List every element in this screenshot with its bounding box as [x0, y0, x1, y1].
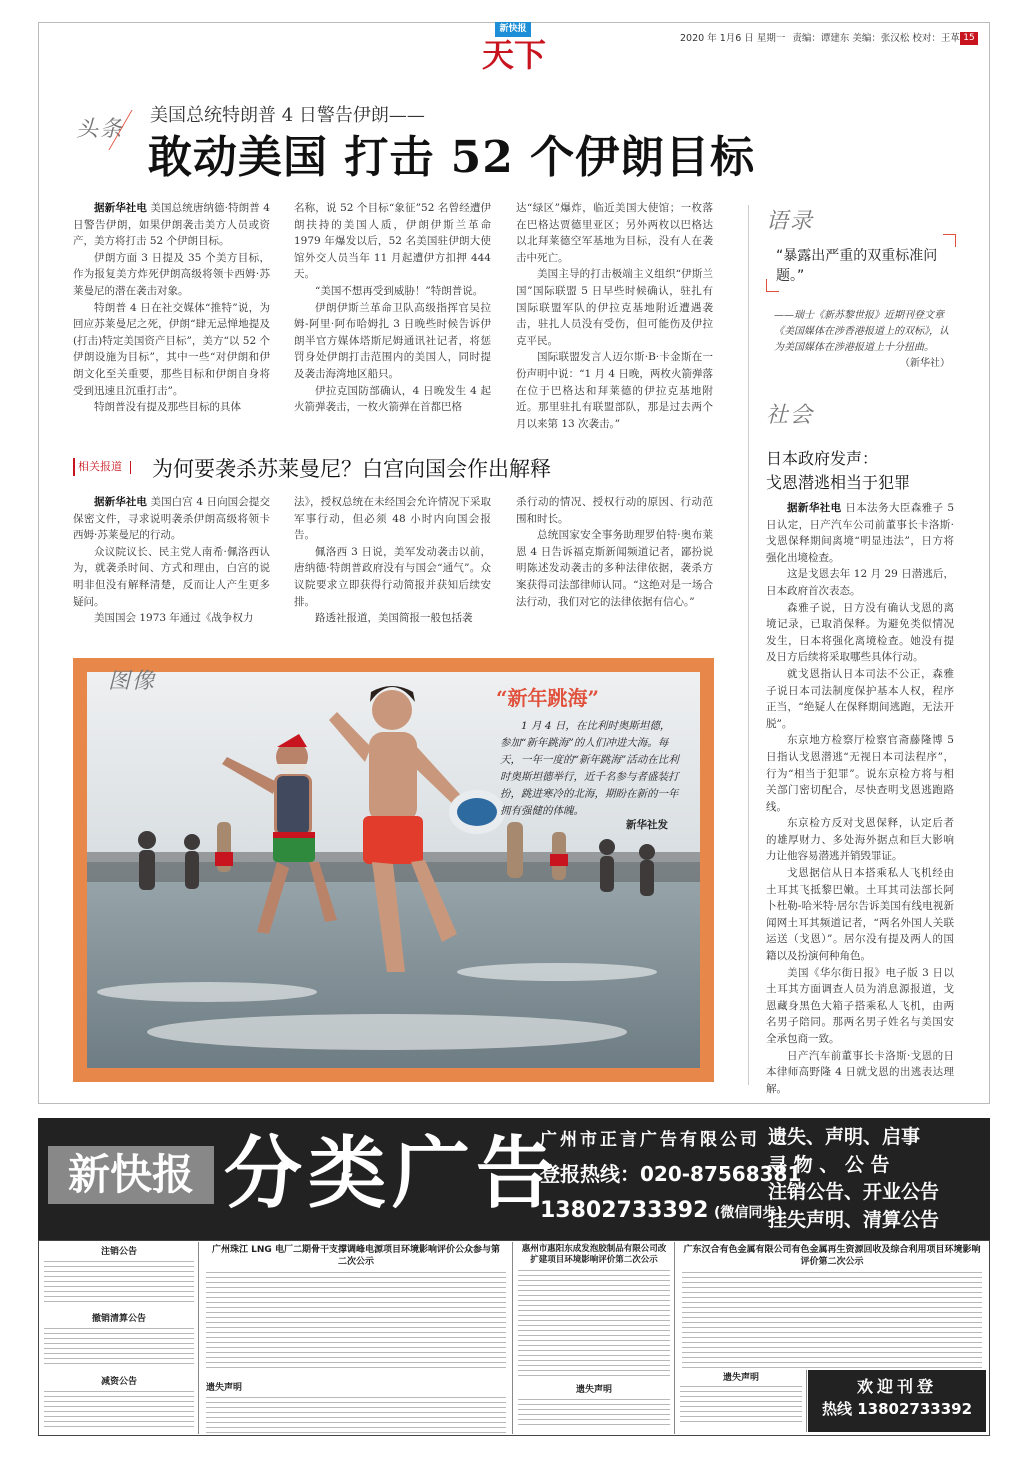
service-line: 寻 物 、 公 告	[768, 1153, 890, 1176]
classified-brand: 新快报	[48, 1146, 214, 1204]
ad-title: 惠州市惠阳东成发泡胶制品有限公司改扩建项目环境影响评价第二次公示	[521, 1244, 667, 1265]
ad-box-1	[40, 1242, 199, 1434]
related-col1: 据新华社电 美国白宫 4 日向国会提交保密文件，寻求说明袭杀伊朗高级将领卡西姆·苏莱曼尼的行动。 众议院议长、民主党人南希·佩洛西认为，就袭杀时间、方式和理由，白宫的说明非但没有解释清楚，反而让人产生更多疑问。 美国国会 1973 年通过《战争权力	[73, 496, 270, 625]
photo-label: 图像	[108, 669, 157, 694]
ad-subtitle: 减资公告	[100, 1377, 137, 1387]
bottom-hotline: 热线 13802733392	[821, 1400, 973, 1418]
masthead-badge: 新快报	[495, 22, 531, 37]
society-byline: 据新华社电	[787, 502, 842, 514]
classified-company: 广州市正言广告有限公司	[540, 1130, 760, 1150]
quote-label: 语录	[766, 209, 815, 234]
related-tag-bar	[130, 461, 131, 474]
service-line: 注销公告、开业公告	[768, 1181, 940, 1203]
ad-title: 广东汉合有色金属有限公司有色金属再生资源回收及综合利用项目环境影响评价第二次公示	[683, 1245, 981, 1267]
ad-box-4	[676, 1242, 988, 1434]
ad-box-3	[514, 1242, 675, 1434]
service-line: 遗失、声明、启事	[768, 1126, 921, 1148]
ad-text-lines	[44, 1328, 194, 1368]
page-number: 15	[960, 32, 978, 45]
ad-subtitle: 遗失声明	[575, 1385, 612, 1395]
classified-mobile: 13802733392 (微信同步)	[540, 1198, 783, 1223]
photo-credit: 新华社发	[626, 819, 668, 831]
ad-title: 广州珠江 LNG 电厂二期骨干支撑调峰电源项目环境影响评价公众参与第二次公示	[212, 1245, 500, 1267]
quote-source: （新华社）	[900, 358, 950, 369]
ad-box-2	[200, 1242, 513, 1434]
related-byline: 据新华社电	[94, 496, 148, 508]
photo-title: “新年跳海”	[496, 686, 600, 710]
date-text: 2020 年 1月6 日 星期一	[680, 33, 786, 44]
sidebar-divider	[748, 205, 749, 1085]
society-article: 据新华社电 日本法务大臣森雅子 5 日认定，日产汽车公司前董事长卡洛斯·戈恩保释期间离境“明显违法”，日方将强化出境检查。 这是戈恩去年 12 月 29 日潜逃后，日本政府首次表态。 森雅子说，日方没有确认戈恩的离境记录，已取消保释。为避免类似情况发生，日本将强化离境检查。她没有提及日方后续将采取哪些具体行动。 就戈恩指认日本司法不公正，森雅子说日本司法制度保护基本人权，程序正当，“绝疑人在保释期间逃跑，无法开脱”。 东京地方检察厅检察官斋藤隆博 5 日指认戈恩潜逃“无视日本司法程序”，行为“相当于犯罪”。说东京检方将与相关部门密切配合，尽快查明戈恩逃跑路线。 东京检方反对戈恩保释，认定后者的雄厚财力、多处海外据点和巨大影响力让他容易潜逃并销毁罪证。 戈恩据信从日本搭乘私人飞机经由土耳其飞抵黎巴嫩。土耳其司法部长阿卜杜勒-哈米特·居尔告诉美国有线电视新闻网土耳其频道记者，“两名外国人关联运送（戈恩）”。居尔没有提及两人的国籍以及扮演何种角色。 美国《华尔街日报》电子版 3 日以土耳其方面调查人员为消息源报道，戈恩藏身黑色大箱子搭乘私人飞机，由两名男子陪同。那两名男子姓名与美国安全承包商一致。 日产汽车前董事长卡洛斯·戈恩的日本律师高野隆 4 日就戈恩的出逃表达理解。	[766, 502, 954, 1095]
ad-text-lines	[206, 1397, 506, 1433]
staff-text: 责编：谭建东 美编：张汉松 校对：王革	[792, 33, 960, 44]
ad-text-lines	[682, 1272, 982, 1368]
welcome-text: 欢迎刊登	[856, 1377, 937, 1396]
quote-attribution: ——瑞士《新苏黎世报》近期刊登文章《美国媒体在涉香港报道上的双标》，认为美国媒体在涉港报道上十分扭曲。	[774, 310, 949, 353]
headline-kicker: 美国总统特朗普 4 日警告伊朗——	[150, 105, 425, 126]
related-col3: 杀行动的情况、授权行动的原因、行动范围和时长。 总统国家安全事务助理罗伯特·奥布莱恩 4 日告诉福克斯新闻频道记者，鄙扮说明陈述发动袭击的多种法律依据，袭杀方案获得司法部律师认同。“这绝对是一场合法行动，我们对它的法律依据有信心。”	[516, 496, 713, 608]
service-line: 挂失声明、清算公告	[768, 1208, 940, 1231]
lead-article-col3: 达“绿区”爆炸，临近美国大使馆；一枚落在巴格达贾德里亚区；另外两枚以巴格达以北拜莱德空军基地为目标，没有人在袭击中死亡。 美国主导的打击极端主义组织“伊斯兰国”国际联盟 5 日早些时候确认，驻扎有国际联盟军队的伊拉克基地附近遭遇袭击，驻扎人员没有受伤，但可能伤及伊拉克平民。 国际联盟发言人迈尔斯·B·卡金斯在一份声明中说：“1 月 4 日晚，两枚火箭弹落在位于巴格达和拜莱德的伊拉克基地附近。那里驻扎有联盟部队，那是过去两个月以来第 13 次袭击。”	[516, 202, 713, 430]
headline-title: 敢动美国 打击 52 个伊朗目标	[148, 132, 756, 183]
quote-text: “暴露出严重的双重标准问题。”	[776, 248, 938, 284]
date-line	[680, 32, 980, 46]
photo-caption: 1 月 4 日，在比利时奥斯坦德，参加“新年跳海”的人们冲进大海。每天，一年一度的“新年跳海”活动在比利时奥斯坦德举行，近千名参与者盛装打扮，跳进寒冷的北海，期盼在新的一年拥有强健的体魄。	[500, 720, 679, 817]
classified-title: 分类广告	[224, 1129, 561, 1219]
society-label: 社会	[766, 403, 815, 428]
byline: 据新华社电	[94, 202, 147, 214]
ad-subtitle: 遗失声明	[206, 1383, 243, 1393]
related-title: 为何要袭杀苏莱曼尼？白宫向国会作出解释	[152, 457, 551, 481]
section-title: 天下	[481, 36, 546, 74]
classified-services	[768, 1124, 982, 1234]
quote-box	[766, 234, 956, 292]
society-title-line1: 日本政府发声：	[766, 449, 879, 468]
ad-text-lines	[680, 1386, 802, 1426]
related-tag: 相关报道	[73, 458, 122, 476]
related-col2: 法》，授权总统在未经国会允许情况下采取军事行动，但必须 48 小时内向国会报告。 佩洛西 3 日说，美军发动袭击以前，唐纳德·特朗普政府没有与国会“通气”。众议院要求立即获得行动简报并获知后续安排。 路透社报道，美国简报一般包括袭	[294, 496, 491, 625]
lead-article-col2: 名称，说 52 个目标“象征”52 名曾经遭伊朗扶持的美国人质，伊朗伊斯兰革命 1979 年爆发以后，52 名美国驻伊朗大使馆外交人员当年 11 月起遭伊方扣押 444 天。 “美国不想再受到威胁！”特朗普说。 伊朗伊斯兰革命卫队高级指挥官吴拉姆-阿里·阿布哈姆扎 3 日晚些时候告诉伊朗半官方媒体塔斯尼姆通讯社记者，将惩罚身处伊朗打击范围内的美国人，同时提及袭击海湾地区船只。 伊拉克国防部确认，4 日晚发生 4 起火箭弹袭击，一枚火箭弹在首都巴格	[294, 202, 491, 414]
classified-hotline: 登报热线：020-87568381	[540, 1162, 802, 1186]
ad-subtitle: 撤销清算公告	[91, 1314, 146, 1324]
ad-text-lines	[44, 1391, 194, 1431]
lead-article-col1: 据新华社电 美国总统唐纳德·特朗普 4 日警告伊朗，如果伊朗袭击美方人员或资产，美方将打击 52 个伊朗目标。 伊朗方面 3 日提及 35 个美方目标，作为报复美方炸死伊朗高级将领卡西姆·苏莱曼尼的潜在袭击对象。 特朗普 4 日在社交媒体“推特”说，为回应苏莱曼尼之死，伊朗“肆无忌惮地提及(打击)特定美国资产目标”，美方“以 52 个伊朗设施为目标”，其中一些“对伊朗和伊朗文化至关重要，那些目标和伊朗自身将受到迅速且沉重打击”。 特朗普没有提及那些目标的具体	[73, 202, 270, 414]
ad-title: 注销公告	[100, 1247, 137, 1257]
ad-subtitle: 遗失声明	[722, 1373, 759, 1383]
ad-text-lines	[518, 1270, 670, 1376]
headline-label: 头条	[76, 117, 125, 142]
ad-text-lines	[518, 1399, 670, 1425]
society-title-line2: 戈恩潜逃相当于犯罪	[766, 473, 911, 492]
ad-text-lines	[44, 1261, 194, 1305]
ad-text-lines	[206, 1272, 506, 1372]
